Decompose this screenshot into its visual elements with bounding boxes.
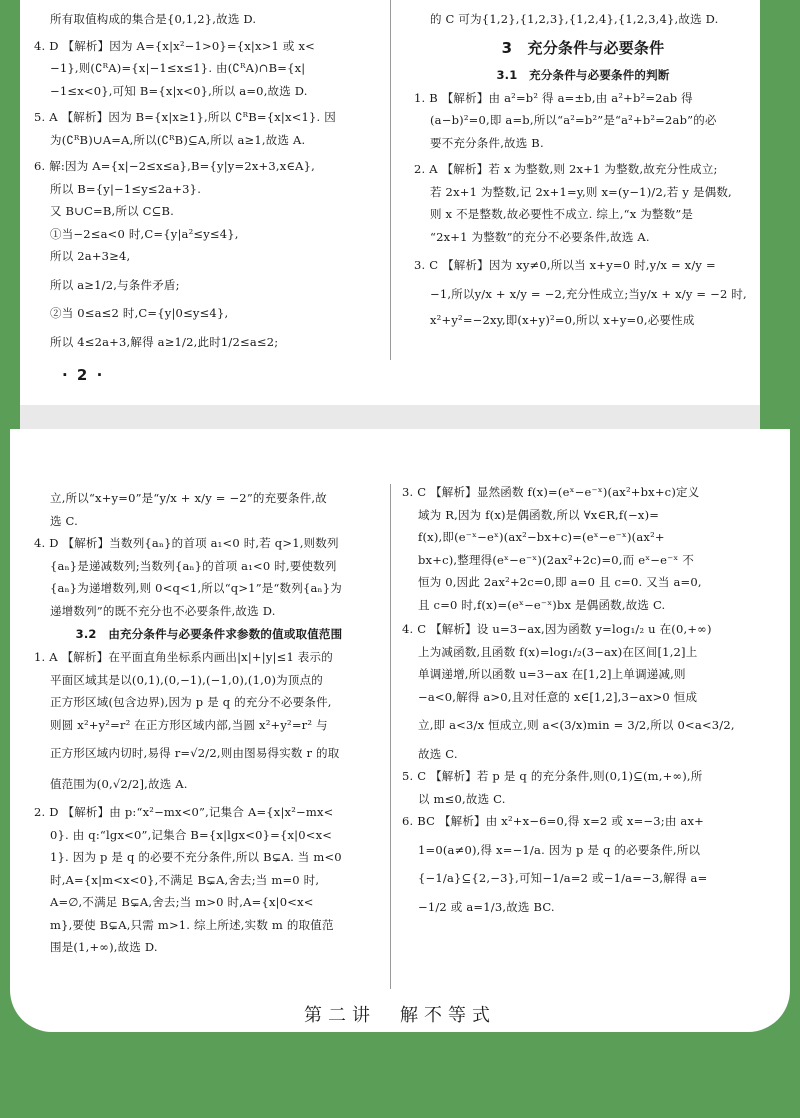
text-line: 1. A 【解析】在平面直角坐标系内画出|x|+|y|≤1 表示的 — [34, 650, 333, 664]
bottom-page-fragment — [10, 429, 790, 1032]
text-line: ①当−2≤a<0 时,C={y|a²≤y≤4}, — [50, 226, 239, 241]
text-line: 3. C 【解析】因为 xy≠0,所以当 x+y=0 时,y/x = x/y = — [414, 258, 716, 272]
column-divider — [390, 484, 391, 989]
text-line: −1/2 或 a=1/3,故选 BC. — [418, 899, 555, 914]
text-line: −1,所以y/x + x/y = −2,充分性成立;当y/x + x/y = −2 时, — [430, 286, 747, 301]
text-line: bx+c),整理得(eˣ−e⁻ˣ)(2ax²+2c)=0,而 eˣ−e⁻ˣ 不 — [418, 552, 695, 567]
text-line: 所有取值构成的集合是{0,1,2},故选 D. — [50, 12, 257, 26]
subsection-title: 3.2 由充分条件与必要条件求参数的值或取值范围 — [75, 627, 343, 641]
text-line: 以 m≤0,故选 C. — [418, 791, 506, 806]
text-line: 域为 R,因为 f(x)是偶函数,所以 ∀x∈R,f(−x)= — [418, 507, 660, 522]
text-line: x²+y²=−2xy,即(x+y)²=0,所以 x+y=0,必要性成 — [430, 313, 695, 327]
text-line: 0}. 由 q:“lgx<0”,记集合 B={x|lgx<0}={x|0<x< — [50, 827, 333, 842]
text-line: −a<0,解得 a>0,且对任意的 x∈[1,2],3−ax>0 恒成 — [418, 689, 698, 704]
text-line: (a−b)²=0,即 a=b,所以“a²=b²”是“a²+b²=2ab”的必 — [430, 113, 717, 127]
text-line: 单调递增,所以函数 u=3−ax 在[1,2]上单调递减,则 — [418, 667, 686, 681]
text-line: 恒为 0,因此 2ax²+2c=0,即 a=0 且 c=0. 又当 a=0, — [418, 575, 702, 589]
top-page-fragment — [20, 0, 760, 405]
text-line: 所以 a≥1/2,与条件矛盾; — [50, 277, 180, 292]
text-line: 为(∁ᴿB)∪A=A,所以(∁ᴿB)⊆A,所以 a≥1,故选 A. — [50, 132, 306, 147]
text-line: 若 2x+1 为整数,记 2x+1=y,则 x=(y−1)/2,若 y 是偶数, — [430, 184, 732, 199]
text-line: 时,A={x|m<x<0},不满足 B⊊A,舍去;当 m=0 时, — [50, 872, 320, 887]
text-line: 3. C 【解析】显然函数 f(x)=(eˣ−e⁻ˣ)(ax²+bx+c)定义 — [402, 485, 700, 499]
text-line: 所以 2a+3≥4, — [50, 249, 131, 263]
text-line: 平面区域其是以(0,1),(0,−1),(−1,0),(1,0)为顶点的 — [50, 672, 323, 687]
text-line: “2x+1 为整数”的充分不必要条件,故选 A. — [430, 229, 650, 244]
text-line: 4. D 【解析】当数列{aₙ}的首项 a₁<0 时,若 q>1,则数列 — [34, 536, 339, 550]
text-line: −1},则(∁ᴿA)={x|−1≤x≤1}. 由(∁ᴿA)∩B={x| — [50, 61, 306, 75]
text-line: 的 C 可为{1,2},{1,2,3},{1,2,4},{1,2,3,4},故选 D. — [430, 12, 719, 26]
text-line: 正方形区域(包含边界),因为 p 是 q 的充分不必要条件, — [50, 695, 332, 709]
text-line: 6. 解:因为 A={x|−2≤x≤a},B={y|y=2x+3,x∈A}, — [34, 159, 316, 173]
top-right-column — [414, 8, 752, 332]
text-line: 4. C 【解析】设 u=3−ax,因为函数 y=log₁/₂ u 在(0,+∞) — [402, 622, 712, 636]
text-line: A=∅,不满足 B⊊A,舍去;当 m>0 时,A={x|0<x< — [50, 895, 314, 909]
text-line: 5. C 【解析】若 p 是 q 的充分条件,则(0,1)⊆(m,+∞),所 — [402, 769, 703, 783]
text-line: {−1/a}⊆{2,−3},可知−1/a=2 或−1/a=−3,解得 a= — [418, 871, 708, 885]
text-line: 则 x 不是整数,故必要性不成立. 综上,“x 为整数”是 — [430, 207, 694, 221]
bottom-left-column — [34, 487, 384, 959]
text-line: 正方形区域内切时,易得 r=√2/2,则由图易得实数 r 的取 — [50, 746, 340, 760]
text-line: ②当 0≤a≤2 时,C={y|0≤y≤4}, — [50, 306, 229, 320]
text-line: 2. A 【解析】若 x 为整数,则 2x+1 为整数,故充分性成立; — [414, 162, 718, 176]
text-line: {aₙ}为递增数列,则 0<q<1,所以“q>1”是“数列{aₙ}为 — [50, 581, 342, 595]
subsection-title: 3.1 充分条件与必要条件的判断 — [496, 67, 670, 82]
text-line: 1. B 【解析】由 a²=b² 得 a=±b,由 a²+b²=2ab 得 — [414, 90, 693, 105]
text-line: 围是(1,+∞),故选 D. — [50, 940, 158, 954]
text-line: 又 B∪C=B,所以 C⊆B. — [50, 204, 174, 218]
text-line: 1=0(a≠0),得 x=−1/a. 因为 p 是 q 的必要条件,所以 — [418, 842, 701, 857]
bottom-right-column — [402, 481, 752, 918]
top-left-column — [34, 8, 384, 353]
page-number: · 2 · — [62, 366, 105, 384]
text-line: f(x),即(e⁻ˣ−eˣ)(ax²−bx+c)=(eˣ−e⁻ˣ)(ax²+ — [418, 530, 665, 544]
text-line: 立,即 a<3/x 恒成立,则 a<(3/x)min = 3/2,所以 0<a<3/2, — [418, 718, 735, 732]
text-line: 立,所以“x+y=0”是“y/x + x/y = −2”的充要条件,故 — [50, 491, 327, 505]
text-line: 所以 4≤2a+3,解得 a≥1/2,此时1/2≤a≤2; — [50, 334, 279, 349]
text-line: 选 C. — [50, 513, 79, 528]
text-line: 故选 C. — [418, 746, 458, 761]
text-line: 值范围为(0,√2/2],故选 A. — [50, 776, 188, 791]
section-title: 3 充分条件与必要条件 — [501, 38, 665, 57]
text-line: 上为减函数,且函数 f(x)=log₁/₂(3−ax)在区间[1,2]上 — [418, 644, 698, 659]
page-gap — [20, 405, 760, 429]
column-divider — [390, 0, 391, 360]
text-line: 2. D 【解析】由 p:“x²−mx<0”,记集合 A={x|x²−mx< — [34, 805, 334, 819]
text-line: 所以 B={y|−1≤y≤2a+3}. — [50, 181, 202, 196]
text-line: 6. BC 【解析】由 x²+x−6=0,得 x=2 或 x=−3;由 ax+ — [402, 814, 704, 828]
text-line: 递增数列”的既不充分也不必要条件,故选 D. — [50, 603, 276, 618]
text-line: 且 c=0 时,f(x)=(eˣ−e⁻ˣ)bx 是偶函数,故选 C. — [418, 597, 666, 612]
text-line: 则圆 x²+y²=r² 在正方形区域内部,当圆 x²+y²=r² 与 — [50, 717, 328, 732]
text-line: 4. D 【解析】因为 A={x|x²−1>0}={x|x>1 或 x< — [34, 38, 315, 53]
text-line: {aₙ}是递减数列;当数列{aₙ}的首项 a₁<0 时,要使数列 — [50, 558, 337, 573]
lecture-title: 第二讲 解不等式 — [304, 1005, 496, 1026]
text-line: 5. A 【解析】因为 B={x|x≥1},所以 ∁ᴿB={x|x<1}. 因 — [34, 110, 336, 124]
text-line: m},要使 B⊊A,只需 m>1. 综上所述,实数 m 的取值范 — [50, 917, 334, 932]
text-line: 要不充分条件,故选 B. — [430, 135, 544, 150]
text-line: −1≤x<0},可知 B={x|x<0},所以 a=0,故选 D. — [50, 83, 308, 98]
text-line: 1}. 因为 p 是 q 的必要不充分条件,所以 B⊊A. 当 m<0 — [50, 850, 342, 864]
